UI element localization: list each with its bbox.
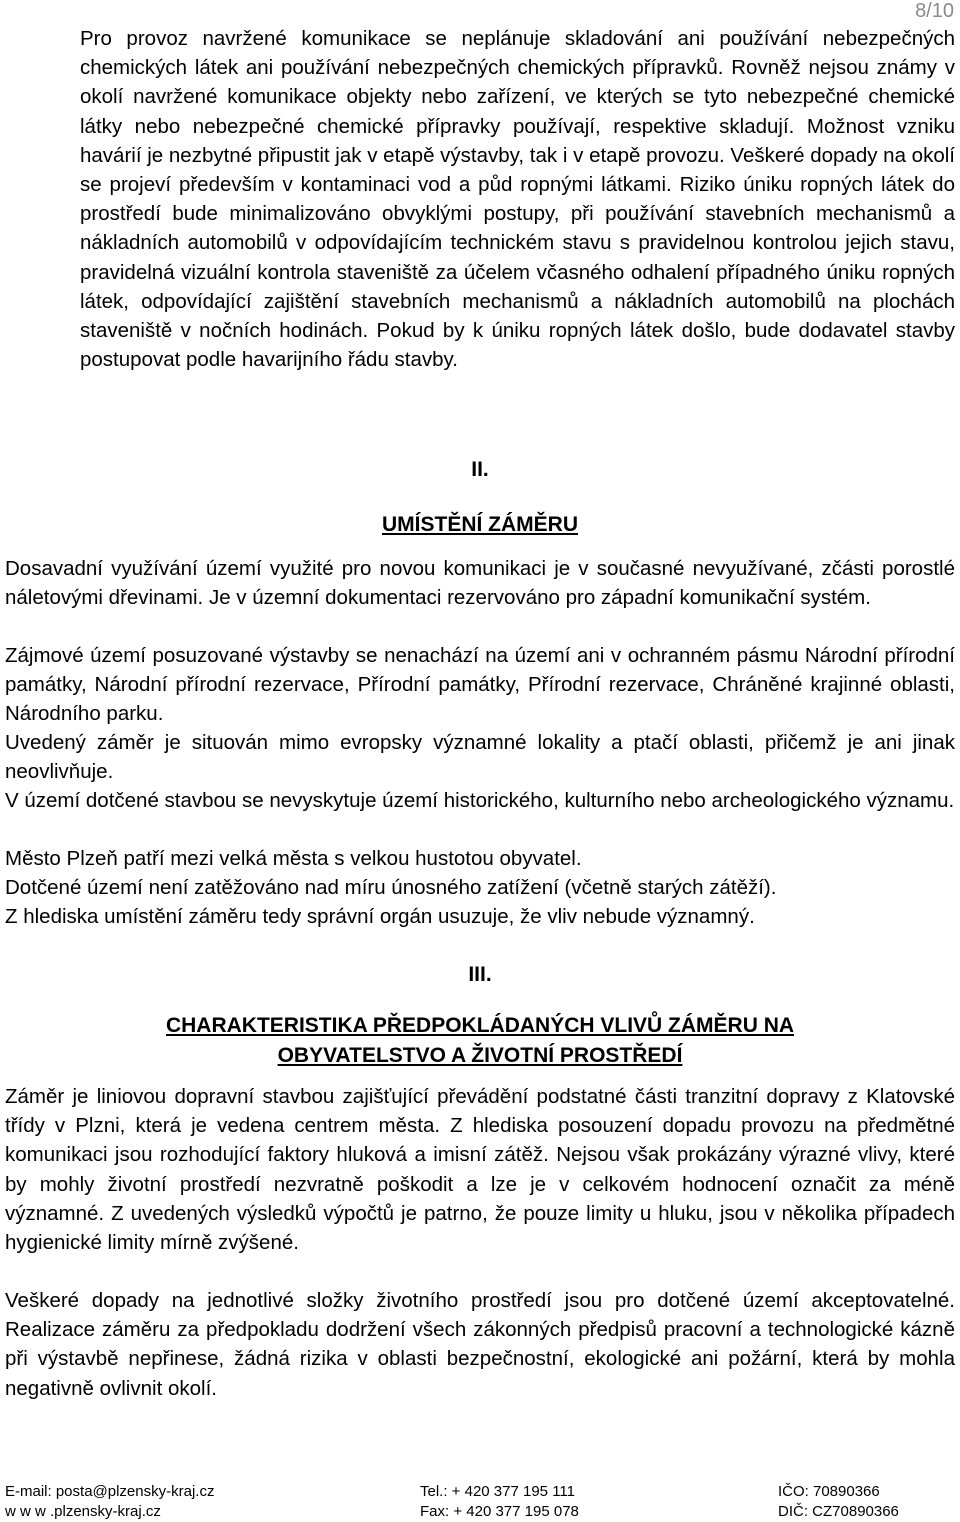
section-2-title: UMÍSTĚNÍ ZÁMĚRU [382, 513, 578, 536]
section-2-paragraph: Z hlediska umístění záměru tedy správní orgán usuzuje, že vliv nebude významný. [5, 905, 755, 928]
section-2-paragraph: Uvedený záměr je situován mimo evropsky významné lokality a ptačí oblasti, přičemž je ani jinak neovlivňuje. [5, 731, 955, 784]
section-3-title-line-1: CHARAKTERISTIKA PŘEDPOKLÁDANÝCH VLIVŮ ZÁMĚRU NA [165, 1014, 795, 1037]
section-3-paragraph: Veškeré dopady na jednotlivé složky životního prostředí jsou pro dotčené území akceptovatelné. Realizace záměru za předpokladu dodržení všech zákonných předpisů pracovní a technologické kázně při výstavbě nepřinese, žádná rizika v oblasti bezpečnostní, ekologické ani požární, která by mohla negativně ovlivnit okolí. [5, 1289, 955, 1400]
footer-web[interactable]: w w w .plzensky-kraj.cz [5, 1503, 161, 1520]
intro-paragraph: Pro provoz navržené komunikace se neplánuje skladování ani používání nebezpečných chemických látek ani používání nebezpečných chemických přípravků. Rovněž nejsou známy v okolí navržené komunikace objekty nebo zařízení, ve kterých se tyto nebezpečné chemické látky nebo nebezpečné chemické přípravky používají, respektive skladují. Možnost vzniku havárií je nezbytné připustit jak v etapě výstavby, tak i v etapě provozu. Veškeré dopady na okolí se projeví především v kontaminaci vod a půd ropnými látkami. Riziko úniku ropných látek do prostředí bude minimalizováno obvyklými postupy, při používání stavebních mechanismů a nákladních automobilů v odpovídajícím technickém stavu s pravidelnou kontrolou jejich stavu, pravidelná vizuální kontrola staveniště za účelem včasného odhalení případného úniku ropných látek, odpovídající zajištění stavebních mechanismů a nákladních automobilů na plochách staveniště v nočních hodinách. Pokud by k úniku ropných látek došlo, bude dodavatel stavby postupovat podle havarijního řádu stavby. [80, 27, 955, 372]
section-2-number: II. [471, 458, 489, 481]
section-3-title-line-2: OBYVATELSTVO A ŽIVOTNÍ PROSTŘEDÍ [277, 1044, 683, 1067]
footer-ico: IČO: 70890366 [778, 1483, 880, 1500]
footer-ids [778, 1482, 899, 1522]
footer-dic: DIČ: CZ70890366 [778, 1503, 899, 1520]
section-3-paragraph: Záměr je liniovou dopravní stavbou zajišťující převádění podstatné části tranzitní dopravy z Klatovské třídy v Plzni, která je vedena centrem města. Z hlediska posouzení dopadu provozu na předmětné komunikaci jsou rozhodující faktory hluková a imisní zátěž. Nejsou však prokázány výrazné vlivy, které by mohly životní prostředí nezvratně poškodit a lze je v celkovém hodnocení označit za méně významné. Z uvedených výsledků výpočtů je patrno, že pouze limity u hluku, jsou v několika případech hygienické limity mírně zvýšené. [5, 1085, 955, 1255]
footer-contact [5, 1482, 214, 1522]
section-2-paragraph: Město Plzeň patří mezi velká města s velkou hustotou obyvatel. [5, 847, 582, 870]
footer-tel: Tel.: + 420 377 195 111 [420, 1483, 575, 1500]
footer-fax: Fax: + 420 377 195 078 [420, 1503, 579, 1520]
page-number: 8/10 [915, 0, 954, 22]
footer-email[interactable]: E-mail: posta@plzensky-kraj.cz [5, 1483, 215, 1500]
section-2-paragraph: V území dotčené stavbou se nevyskytuje území historického, kulturního nebo archeologického významu. [5, 789, 955, 812]
section-2-paragraph: Zájmové území posuzované výstavby se nenachází na území ani v ochranném pásmu Národní přírodní památky, Národní přírodní rezervace, Přírodní památky, Přírodní rezervace, Chráněné krajinné oblasti, Národního parku. [5, 644, 955, 726]
section-2-paragraph: Dosavadní využívání území využité pro novou komunikaci je v současné nevyužívané, zčásti porostlé náletovými dřevinami. Je v územní dokumentaci rezervováno pro západní komunikační systém. [5, 557, 955, 610]
section-2-paragraph: Dotčené území není zatěžováno nad míru únosného zatížení (včetně starých zátěží). [5, 876, 777, 899]
section-3-number: III. [468, 963, 492, 986]
footer-phone [420, 1482, 579, 1522]
